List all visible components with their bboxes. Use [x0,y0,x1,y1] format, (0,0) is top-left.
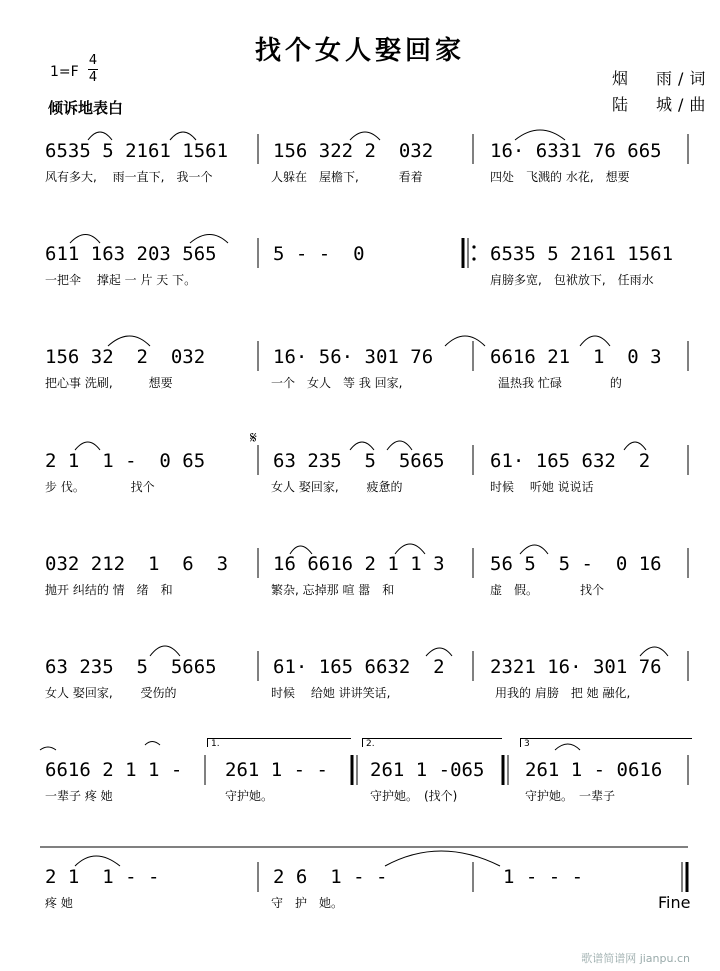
expression-marking: 倾诉地表白 [48,99,124,117]
lyric-line: 女人 娶回家, 受伤的 [45,686,177,700]
measure: 261 1 -065 [370,759,485,781]
measure: 2 6 1 - - [273,866,388,888]
measure: 63 235 5 5665 [273,450,445,472]
lyricist-credit: 烟 雨/词 [612,69,712,88]
lyric-line: 抛开 纠结的 情 绪 和 [45,583,173,597]
time-top: 4 [88,53,98,68]
measure: 16 6616 2 1 1 3 [273,553,445,575]
measure: 2 1 1 - 0 65 [45,450,206,472]
key-signature: 1=F [50,64,79,80]
lyric-line: 用我的 肩膀 把 她 融化, [495,686,631,700]
composer-credit: 陆 城/曲 [612,95,712,114]
lyric-line: 时候 给她 讲讲笑话, [271,686,391,700]
measure: 2321 16· 301 76 [490,656,662,678]
measure: 6535 5 2161 1561 [45,140,229,162]
lyric-line: 人躲在 屋檐下, 看着 [271,170,423,184]
lyric-line: 一把伞 撑起 一 片 天 下。 [45,273,197,287]
measure: 61· 165 6632 2 [273,656,445,678]
watermark: 歌谱简谱网 jianpu.cn [581,952,690,965]
lyric-line: 守 护 她。 [271,896,344,910]
lyric-line: 时候 听她 说说话 [490,480,594,494]
measure: 61· 165 632 2 [490,450,651,472]
segno-sign: 𝄋 [250,428,257,447]
song-title: 找个女人娶回家 [254,36,465,66]
measure: 611 163 203 565 [45,243,217,265]
measure: 1 - - - [503,866,584,888]
measure: 6535 5 2161 1561 [490,243,674,265]
measure: 6616 2 1 1 - [45,759,183,781]
measure: 156 32 2 032 [45,346,206,368]
lyric-line: 把心事 洗刷, 想要 [45,376,173,390]
lyric-line: 守护她。 (找个) [370,789,458,803]
lyric-line: 疼 她 [45,896,73,910]
fine-marking: Fine [658,893,691,912]
measure: 6616 21 1 0 3 [490,346,662,368]
lyric-line: 一个 女人 等 我 回家, [271,376,403,390]
lyric-line: 守护她。 一辈子 [525,789,616,803]
lyric-line: 肩膀多宽, 包袱放下, 任雨水 [490,273,654,287]
lyric-line: 风有多大, 雨一直下, 我一个 [45,170,213,184]
lyric-line: 温热我 忙碌 的 [498,376,622,390]
time-bottom: 4 [88,70,98,85]
measure: 261 1 - 0616 [525,759,663,781]
lyric-line: 步 伐。 找个 [45,480,155,494]
lyric-line: 守护她。 [225,789,274,803]
lyric-line: 一辈子 疼 她 [45,789,113,803]
measure: 63 235 5 5665 [45,656,217,678]
measure: 16· 6331 76 665 [490,140,662,162]
measure: 56 5 5 - 0 16 [490,553,662,575]
measure: 261 1 - - [225,759,340,781]
volta-3: 3 [520,738,692,747]
measure: 16· 56· 301 76 [273,346,434,368]
lyric-line: 繁杂, 忘掉那 喧 嚣 和 [271,583,395,597]
lyric-line: 女人 娶回家, 疲惫的 [271,480,403,494]
measure: 032 212 1 6 3 [45,553,229,575]
measure: 156 322 2 032 [273,140,434,162]
lyric-line: 虚 假。 找个 [490,583,605,597]
measure: 5 - - 0 [273,243,365,265]
volta-2: 2. [362,738,502,747]
volta-1: 1. [207,738,351,747]
measure: 2 1 1 - - [45,866,160,888]
lyric-line: 四处 飞溅的 水花, 想要 [490,170,630,184]
